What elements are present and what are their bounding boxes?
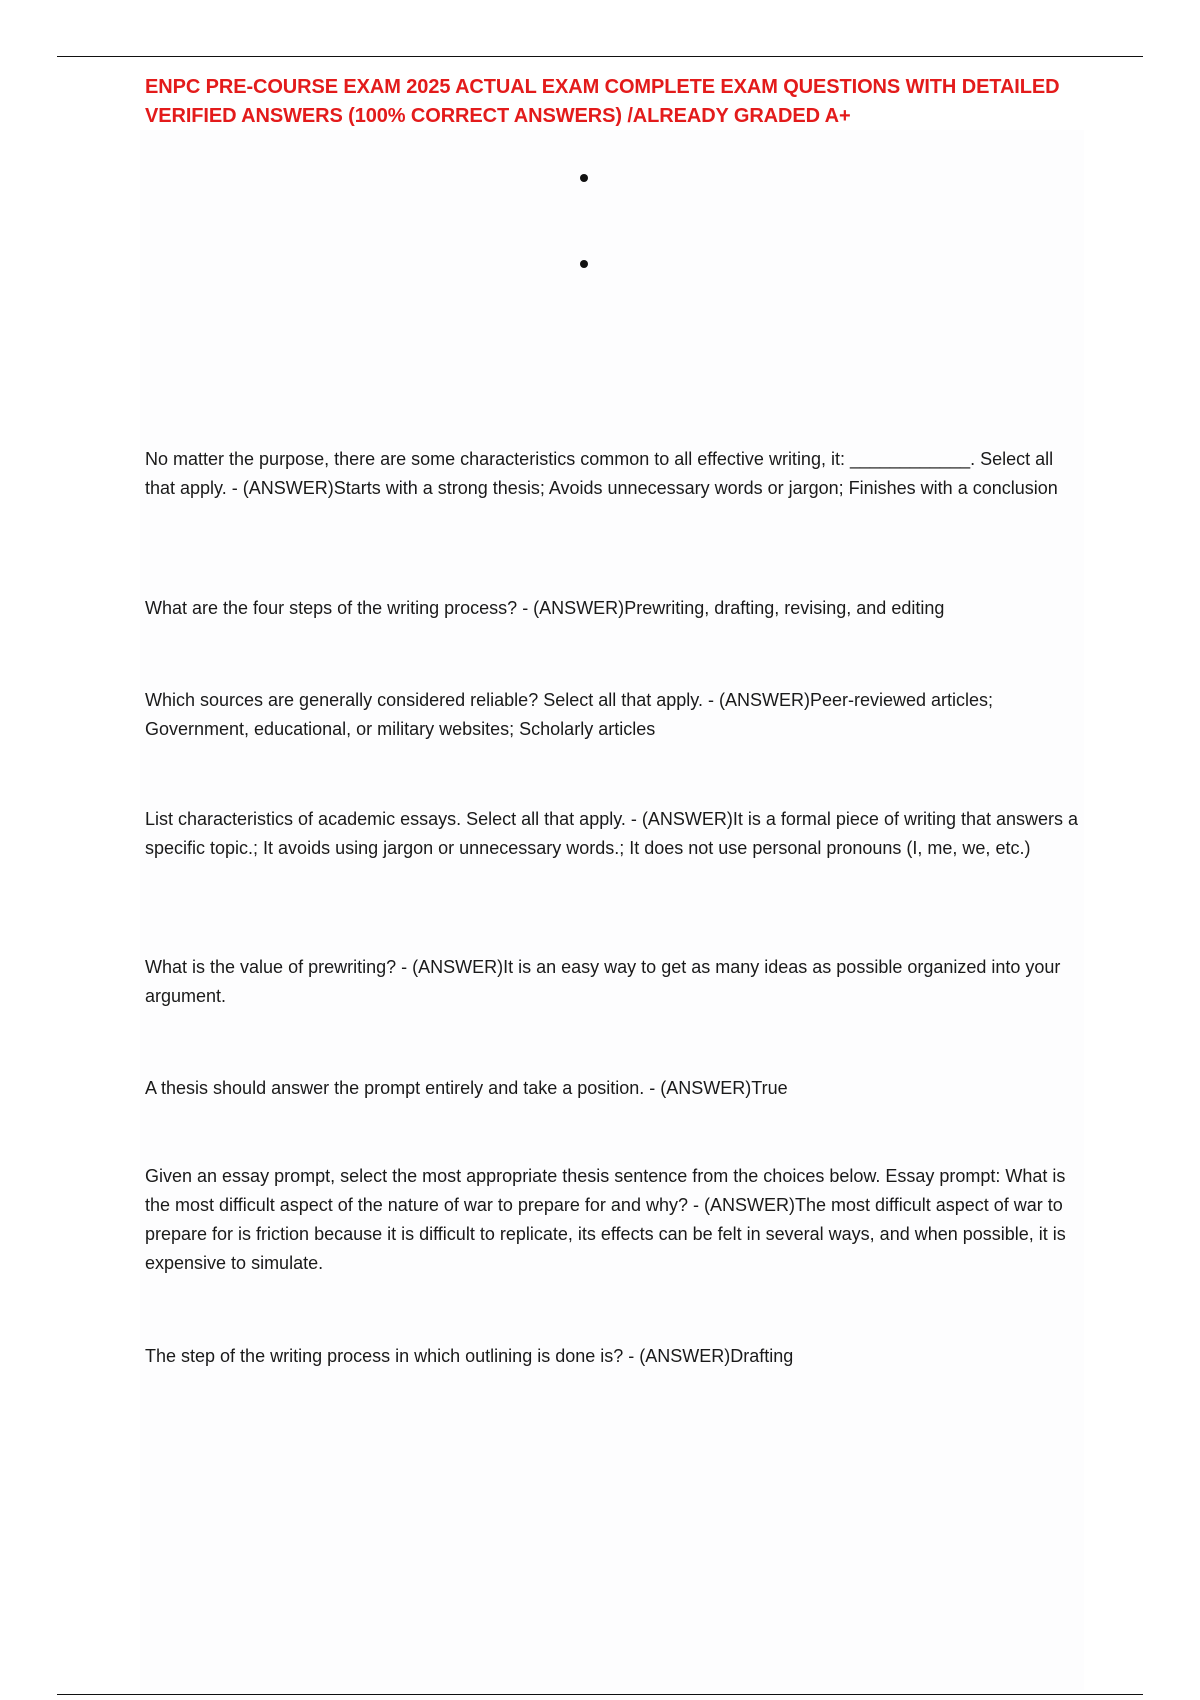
question-text: List characteristics of academic essays. Select all that apply. bbox=[145, 809, 626, 829]
qa-item bbox=[145, 1162, 1085, 1278]
answer-text: It is a formal piece of writing that answers a specific topic.; It avoids using jargon or unnecessary words.; It does not use personal pronouns (I, me, we, etc.) bbox=[145, 809, 1079, 858]
qa-item bbox=[145, 686, 1085, 744]
qa-item bbox=[145, 445, 1085, 503]
content-area bbox=[140, 130, 1084, 1690]
answer-text: Prewriting, drafting, revising, and editing bbox=[624, 598, 945, 618]
qa-item bbox=[145, 805, 1085, 863]
bullet-point bbox=[580, 260, 588, 268]
answer-text: The most difficult aspect of war to prepare for is friction because it is difficult to replicate, its effects can be felt in several ways, and when possible, it is expensive to simulate. bbox=[145, 1195, 1066, 1273]
question-text: A thesis should answer the prompt entirely and take a position. bbox=[145, 1078, 645, 1098]
qa-item bbox=[145, 1074, 1085, 1103]
answer-text: Peer-reviewed articles; Government, educational, or military websites; Scholarly articles bbox=[145, 690, 994, 739]
answer-prefix: - (ANSWER) bbox=[702, 690, 810, 710]
answer-prefix: - (ANSWER) bbox=[226, 478, 334, 498]
answer-prefix: - (ANSWER) bbox=[687, 1195, 795, 1215]
question-text: The step of the writing process in which outlining is done is? bbox=[145, 1346, 624, 1366]
question-text: Which sources are generally considered reliable? Select all that apply. bbox=[145, 690, 703, 710]
document-title: ENPC PRE-COURSE EXAM 2025 ACTUAL EXAM COMPLETE EXAM QUESTIONS WITH DETAILED VERIFIED ANSWERS (100% CORRECT ANSWERS) /ALREADY GRADED A+ bbox=[145, 76, 1060, 127]
answer-text: Drafting bbox=[730, 1346, 794, 1366]
question-text: What are the four steps of the writing process? bbox=[145, 598, 518, 618]
answer-text: It is an easy way to get as many ideas as possible organized into your argument. bbox=[145, 957, 1061, 1006]
bottom-rule bbox=[57, 1694, 1143, 1695]
answer-prefix: - (ANSWER) bbox=[396, 957, 504, 977]
answer-text: True bbox=[751, 1078, 788, 1098]
question-text: What is the value of prewriting? bbox=[145, 957, 397, 977]
question-text: Given an essay prompt, select the most appropriate thesis sentence from the choices below. Essay prompt: What is the most difficult aspect of the nature of war to prepare for and why? bbox=[145, 1166, 1066, 1215]
qa-item bbox=[145, 953, 1085, 1011]
answer-prefix: - (ANSWER) bbox=[625, 809, 733, 829]
answer-prefix: - (ANSWER) bbox=[623, 1346, 731, 1366]
bullet-point bbox=[580, 174, 588, 182]
answer-prefix: - (ANSWER) bbox=[517, 598, 625, 618]
question-text: No matter the purpose, there are some characteristics common to all effective writing, it: ____________. Select all that apply. bbox=[145, 449, 1054, 498]
answer-prefix: - (ANSWER) bbox=[644, 1078, 752, 1098]
qa-item bbox=[145, 1342, 1085, 1371]
qa-item bbox=[145, 594, 1085, 623]
top-rule bbox=[57, 56, 1143, 57]
answer-text: Starts with a strong thesis; Avoids unnecessary words or jargon; Finishes with a conclusion bbox=[333, 478, 1058, 498]
